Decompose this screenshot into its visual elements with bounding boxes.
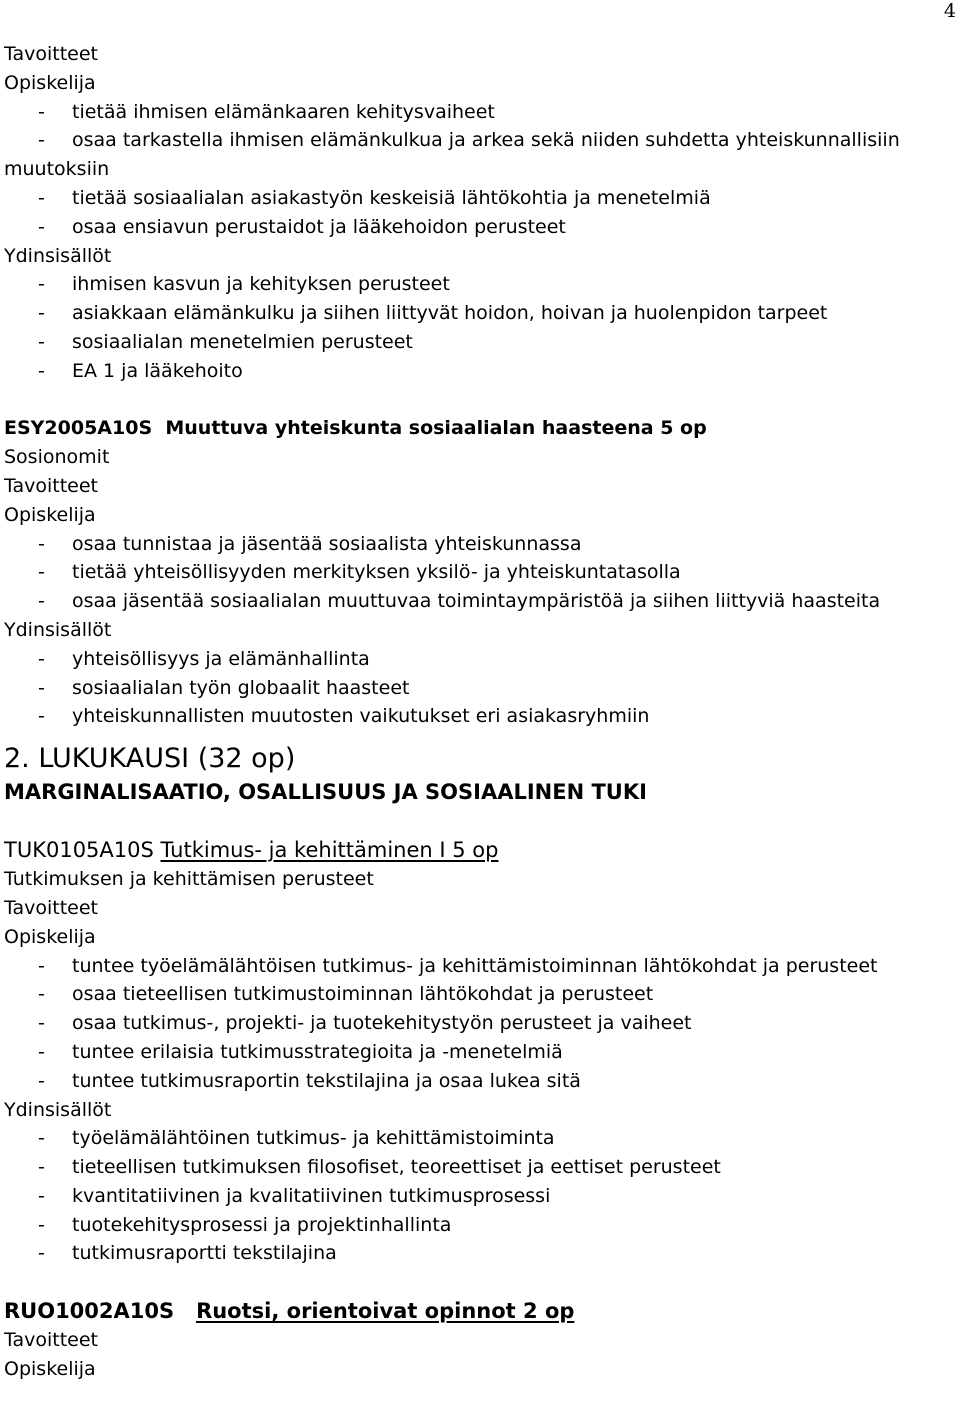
list-item: - sosiaalialan työn globaalit haasteet <box>38 676 410 699</box>
list-item: - tietää ihmisen elämänkaaren kehitysvaiheet <box>38 100 495 123</box>
course-title: Tutkimus- ja kehittäminen I 5 op <box>160 838 499 863</box>
student-label: Opiskelija <box>4 1358 96 1381</box>
document-content <box>4 40 954 1384</box>
semester-subtitle: MARGINALISAATIO, OSALLISUUS JA SOSIAALINEN TUKI <box>4 780 647 805</box>
course-heading-ruo <box>4 1296 954 1326</box>
core-contents-heading: Ydinsisällöt <box>4 244 112 267</box>
list-item: - tieteellisen tutkimuksen filosofiset, teoreettiset ja eettiset perusteet <box>38 1156 721 1179</box>
list-item: - tuntee erilaisia tutkimusstrategioita ja -menetelmiä <box>38 1040 563 1063</box>
list-item: - yhteisöllisyys ja elämänhallinta <box>38 647 370 670</box>
list-item: - osaa ensiavun perustaidot ja lääkehoidon perusteet <box>38 215 566 238</box>
list-item: - osaa tieteellisen tutkimustoiminnan lähtökohdat ja perusteet <box>38 983 654 1006</box>
list-item: - tuntee työelämälähtöisen tutkimus- ja kehittämistoiminnan lähtökohdat ja perusteet <box>38 954 878 977</box>
list-item: - osaa tarkastella ihmisen elämänkulkua ja arkea sekä niiden suhdetta yhteiskunnallisiin <box>38 129 900 152</box>
goals-heading: Tavoitteet <box>4 474 98 497</box>
list-item: - osaa tunnistaa ja jäsentää sosiaalista yhteiskunnassa <box>38 532 582 555</box>
list-item: - ihmisen kasvun ja kehityksen perusteet <box>38 273 450 296</box>
semester-title: 2. LUKUKAUSI (32 op) <box>4 743 296 775</box>
student-label: Opiskelija <box>4 71 96 94</box>
goals-heading: Tavoitteet <box>4 43 98 65</box>
list-item: - tuotekehitysprosessi ja projektinhallinta <box>38 1213 452 1236</box>
course-title: Ruotsi, orientoivat opinnot 2 op <box>196 1299 575 1324</box>
course-code: TUK0105A10S <box>4 838 154 863</box>
list-item: - yhteiskunnallisten muutosten vaikutukset eri asiakasryhmiin <box>38 705 650 728</box>
course-code: ESY2005A10S <box>4 417 153 440</box>
list-item: - tuntee tutkimusraportin tekstilajina ja osaa lukea sitä <box>38 1069 581 1092</box>
course-heading-tuk <box>4 835 954 865</box>
course-code: RUO1002A10S <box>4 1299 175 1324</box>
list-item: - kvantitatiivinen ja kvalitatiivinen tutkimusprosessi <box>38 1184 551 1207</box>
list-item: - asiakkaan elämänkulku ja siihen liittyvät hoidon, hoivan ja huolenpidon tarpeet <box>38 302 828 325</box>
student-label: Opiskelija <box>4 503 96 526</box>
list-item: - sosiaalialan menetelmien perusteet <box>38 330 413 353</box>
list-item: - osaa jäsentää sosiaalialan muuttuvaa toimintaympäristöä ja siihen liittyviä haasteita <box>38 590 881 613</box>
course-group: Sosionomit <box>4 446 110 469</box>
list-item-continuation: muutoksiin <box>4 158 110 181</box>
core-contents-heading: Ydinsisällöt <box>4 618 112 641</box>
course-heading-esy <box>4 414 954 443</box>
list-item: - tietää yhteisöllisyyden merkityksen yksilö- ja yhteiskuntatasolla <box>38 561 681 584</box>
goals-heading: Tavoitteet <box>4 896 98 919</box>
list-item: - työelämälähtöinen tutkimus- ja kehittämistoiminta <box>38 1127 555 1150</box>
course-group: Tutkimuksen ja kehittämisen perusteet <box>4 868 374 891</box>
page-number: 4 <box>943 0 956 22</box>
core-contents-heading: Ydinsisällöt <box>4 1098 112 1121</box>
list-item: - tutkimusraportti tekstilajina <box>38 1242 337 1265</box>
list-item: - osaa tutkimus-, projekti- ja tuotekehitystyön perusteet ja vaiheet <box>38 1012 692 1035</box>
student-label: Opiskelija <box>4 925 96 948</box>
list-item: - tietää sosiaalialan asiakastyön keskeisiä lähtökohtia ja menetelmiä <box>38 186 711 209</box>
course-title: Muuttuva yhteiskunta sosiaalialan haasteena 5 op <box>165 417 707 440</box>
list-item: - EA 1 ja lääkehoito <box>38 359 243 382</box>
goals-heading: Tavoitteet <box>4 1329 98 1352</box>
